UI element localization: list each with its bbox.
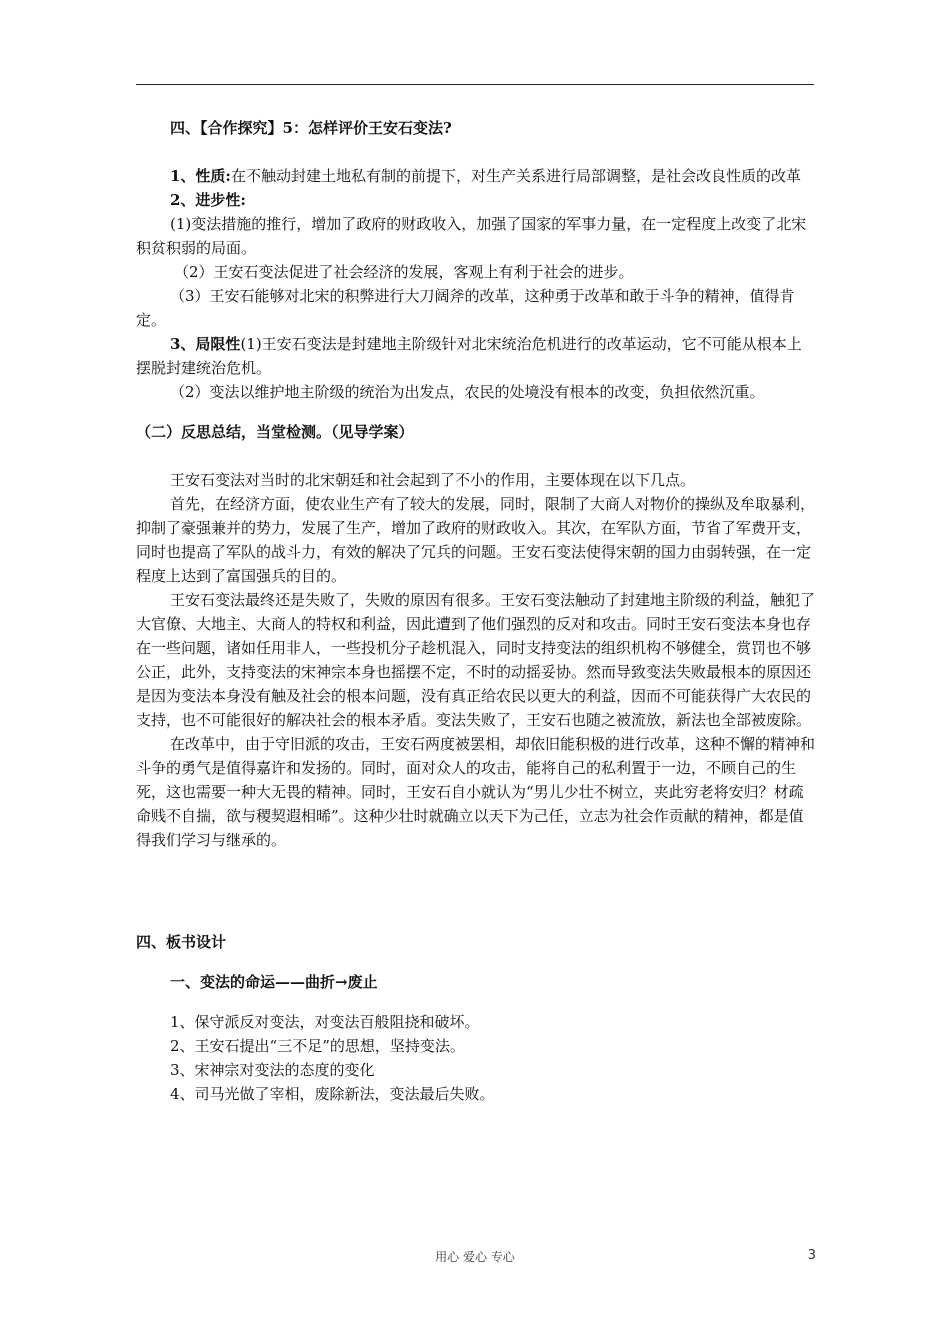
- limitation-paragraph: [136, 332, 816, 380]
- progress-item: （2）王安石变法促进了社会经济的发展，客观上有利于社会的进步。: [174, 263, 634, 281]
- reflection-paragraph: 在改革中，由于守旧派的攻击，王安石两度被罢相，却依旧能积极的进行改革，这种不懈的精神和斗争的勇气是值得嘉许和发扬的。同时，面对众人的攻击，能将自己的私利置于一边，不顾自己的生死，这也需要一种大无畏的精神。同时，王安石自小就认为“男儿少壮不树立，夹此穷老将安归？材疏命贱不自揣，欲与稷契遐相晞”。这种少壮时就确立以天下为己任，立志为社会作贡献的精神，都是值得我们学习与继承的。: [136, 735, 816, 849]
- progress-item: （3）王安石能够对北宋的积弊进行大刀阔斧的改革，这种勇于改革和敢于斗争的精神，值得肯定。: [136, 287, 795, 329]
- header-rule: [136, 84, 814, 85]
- reflection-paragraph: 王安石变法对当时的北宋朝廷和社会起到了不小的作用，主要体现在以下几点。: [170, 471, 696, 489]
- reflection-heading: （二）反思总结，当堂检测。（见导学案）: [136, 423, 414, 441]
- nature-label: 1、性质:: [170, 167, 231, 185]
- limitation-item: （2）变法以维护地主阶级的统治为出发点，农民的处境没有根本的改变，负担依然沉重。: [170, 383, 765, 401]
- reflection-paragraph: 王安石变法最终还是失败了，失败的原因有很多。王安石变法触动了封建地主阶级的利益，触犯了大官僚、大地主、大商人的特权和利益，因此遭到了他们强烈的反对和攻击。同时王安石变法本身也存在一些问题，诸如任用非人，一些投机分子趁机混入，同时支持变法的组织机构不够健全，赏罚也不够公正，此外，支持变法的宋神宗本身也摇摆不定，不时的动摇妥协。然而导致变法失败最根本的原因还是因为变法本身没有触及社会的根本问题，没有真正给农民以更大的利益，因而不可能获得广大农民的支持，也不可能很好的解决社会的根本矛盾。变法失败了，王安石也随之被流放，新法也全部被废除。: [136, 591, 816, 729]
- document-body: [136, 116, 816, 1106]
- reflection-paragraph: 首先，在经济方面，使农业生产有了较大的发展，同时，限制了大商人对物价的操纵及牟取暴利，抑制了豪强兼并的势力，发展了生产，增加了政府的财政收入。其次，在军队方面，节省了军费开支，同时也提高了军队的战斗力，有效的解决了冗兵的问题。王安石变法使得宋朝的国力由弱转强，在一定程度上达到了富国强兵的目的。: [136, 495, 816, 585]
- board-heading: 四、板书设计: [136, 933, 227, 951]
- nature-paragraph: [136, 164, 816, 188]
- evaluation-heading: 四、【合作探究】5：怎样评价王安石变法?: [170, 119, 452, 137]
- limitation-label: 3、局限性: [170, 335, 241, 353]
- board-subheading: 一、变法的命运——曲折→废止: [170, 973, 378, 991]
- limitation-text: (1)王安石变法是封建地主阶级针对北宋统治危机进行的改革运动，它不可能从根本上摆脱封建统治危机。: [136, 335, 802, 377]
- progress-label: 2、进步性:: [170, 191, 246, 209]
- nature-text: 在不触动封建土地私有制的前提下，对生产关系进行局部调整，是社会改良性质的改革: [230, 167, 801, 185]
- board-item: 4、司马光做了宰相，废除新法，变法最后失败。: [170, 1085, 495, 1103]
- page-number: 3: [807, 1248, 816, 1263]
- footer-slogan: 用心 爱心 专心: [435, 1250, 515, 1264]
- board-item: 2、王安石提出“三不足”的思想，坚持变法。: [170, 1037, 465, 1055]
- board-item: 1、保守派反对变法，对变法百般阻挠和破坏。: [170, 1013, 480, 1031]
- board-item: 3、宋神宗对变法的态度的变化: [170, 1061, 375, 1079]
- progress-item: (1)变法措施的推行，增加了政府的财政收入，加强了国家的军事力量，在一定程度上改变了北宋积贫积弱的局面。: [136, 215, 807, 257]
